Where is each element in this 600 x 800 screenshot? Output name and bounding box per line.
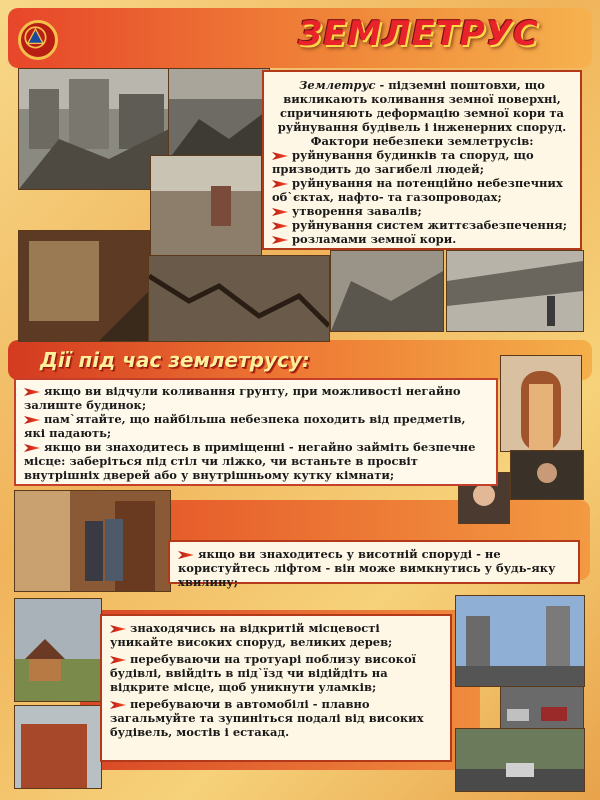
arrow-bullet-icon: [272, 180, 288, 188]
factor-item: розламами земної кори.: [272, 232, 572, 246]
definition-text: - підземні поштовхи, що викликають коливання земної поверхні, спричиняють деформацію земної кори та руйнування будівель і інженерних споруд.: [277, 78, 567, 134]
civil-defense-emblem-icon: [18, 20, 58, 60]
action-item: перебуваючи на тротуарі поблизу високої будівлі, ввійдіть в під`їзд чи відійдіть на відкрите місце, щоб уникнути уламків;: [110, 652, 417, 694]
arrow-bullet-icon: [272, 236, 288, 244]
arrow-bullet-icon: [24, 416, 40, 424]
definition-paragraph: [272, 78, 572, 134]
page-title: ЗЕМЛЕТРУС: [298, 14, 539, 54]
actions-group-3: [100, 614, 452, 762]
action-item: якщо ви знаходитесь в приміщенні - негайно займіть безпечне місце: заберіться під стіл чи ліжко, чи встаньте в просвіт внутрішніх дверей або у внутрішньому кутку кімнати;: [24, 440, 476, 482]
definition-box: [262, 70, 582, 250]
action-item: якщо ви відчули коливання грунту, при можливості негайно залиште будинок;: [24, 384, 461, 412]
factor-item: руйнування будинків та споруд, що призводить до загибелі людей;: [272, 148, 534, 176]
factor-item: руйнування на потенційно небезпечних об`єктах, нафто- та газопроводах;: [272, 176, 563, 204]
action-item: знаходячись на відкритій місцевості уникайте високих споруд, великих дерев;: [110, 621, 393, 649]
arrow-bullet-icon: [272, 152, 288, 160]
actions-heading: Дії під час землетрусу:: [40, 348, 310, 372]
factor-item: руйнування систем життєзабезпечення;: [272, 218, 572, 232]
arrow-bullet-icon: [110, 656, 126, 664]
photo-damaged-houses: [168, 68, 270, 160]
photo-ruined-building: [18, 230, 150, 342]
action-item: якщо ви знаходитесь у висотній споруді - не користуйтесь ліфтом - він може вимкнутись у будь-яку хвилину;: [178, 547, 556, 589]
arrow-bullet-icon: [24, 388, 40, 396]
photo-parked-cars: [500, 686, 584, 730]
action-item: перебуваючи в автомобілі - плавно загальмуйте та зупиніться подалі від високих будівель, мостів і естакад.: [110, 697, 424, 739]
photo-street-crack: [150, 155, 262, 257]
definition-term: Землетрус: [299, 78, 376, 92]
photo-collapsed-street: [330, 250, 444, 332]
arrow-bullet-icon: [272, 222, 288, 230]
actions-group-2: [168, 540, 580, 589]
photo-elevator-people: [14, 490, 171, 592]
arrow-bullet-icon: [24, 444, 40, 452]
factors-heading: Фактори небезпеки землетрусів:: [310, 134, 534, 148]
arrow-bullet-icon: [178, 551, 194, 559]
photo-doorway: [500, 355, 582, 452]
arrow-bullet-icon: [110, 625, 126, 633]
photo-cracked-ground: [148, 255, 330, 342]
photo-tall-buildings-road: [455, 595, 585, 687]
photo-collapsed-building: [18, 68, 170, 190]
action-item: пам`ятайте, що найбільша небезпека походить від предметів, які падають;: [24, 412, 466, 440]
photo-collapsed-shops: [446, 250, 584, 332]
photo-brick-building: [14, 705, 102, 789]
factor-item: утворення завалів;: [272, 204, 572, 218]
arrow-bullet-icon: [110, 701, 126, 709]
actions-group-1: [14, 378, 498, 486]
photo-man-under-table: [510, 450, 584, 500]
photo-car-road: [455, 728, 585, 792]
photo-country-houses: [14, 598, 102, 702]
arrow-bullet-icon: [272, 208, 288, 216]
